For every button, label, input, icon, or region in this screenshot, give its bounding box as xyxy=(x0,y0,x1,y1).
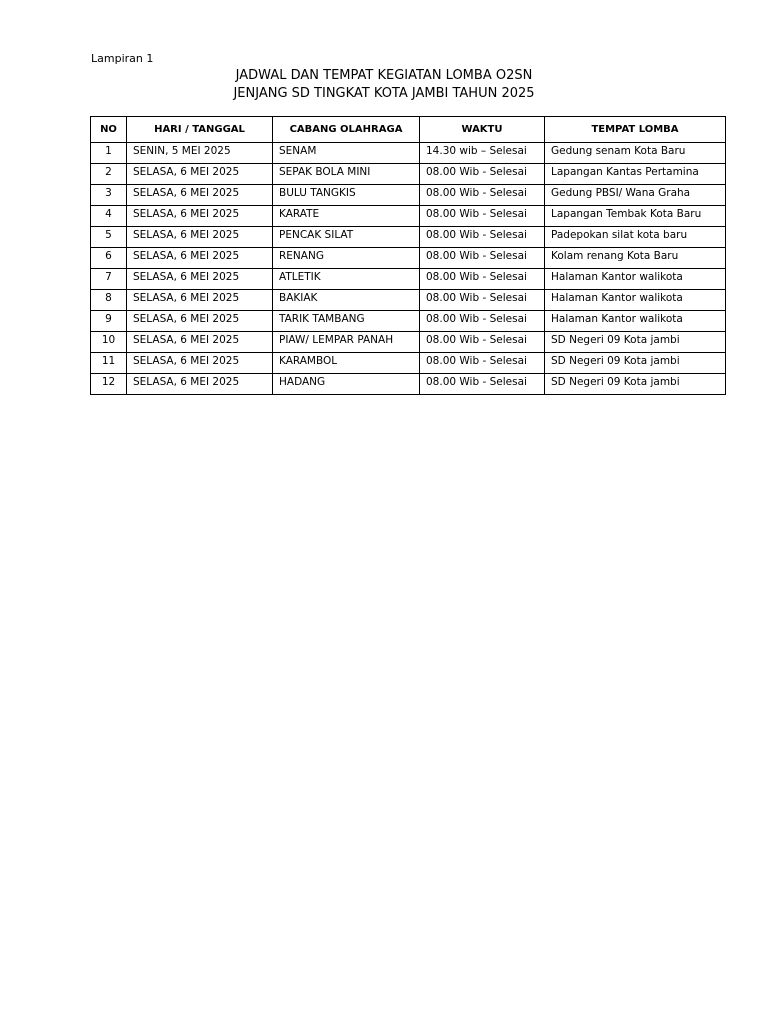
header-day-date: HARI / TANGGAL xyxy=(127,117,273,143)
document-title-line-1: JADWAL DAN TEMPAT KEGIATAN LOMBA O2SN xyxy=(235,68,533,83)
cell-time: 08.00 Wib - Selesai xyxy=(420,332,545,353)
cell-time: 08.00 Wib - Selesai xyxy=(420,164,545,185)
cell-time: 08.00 Wib - Selesai xyxy=(420,206,545,227)
cell-sport: HADANG xyxy=(273,374,420,395)
cell-day-date: SELASA, 6 MEI 2025 xyxy=(127,353,273,374)
cell-day-date: SELASA, 6 MEI 2025 xyxy=(127,290,273,311)
cell-venue: SD Negeri 09 Kota jambi xyxy=(545,332,726,353)
cell-day-date: SELASA, 6 MEI 2025 xyxy=(127,185,273,206)
cell-venue: SD Negeri 09 Kota jambi xyxy=(545,353,726,374)
cell-no: 5 xyxy=(91,227,127,248)
table-row xyxy=(91,206,726,227)
table-header-row xyxy=(91,117,726,143)
cell-time: 08.00 Wib - Selesai xyxy=(420,353,545,374)
cell-sport: RENANG xyxy=(273,248,420,269)
cell-venue: SD Negeri 09 Kota jambi xyxy=(545,374,726,395)
cell-sport: SEPAK BOLA MINI xyxy=(273,164,420,185)
cell-time: 08.00 Wib - Selesai xyxy=(420,311,545,332)
cell-no: 8 xyxy=(91,290,127,311)
cell-sport: SENAM xyxy=(273,143,420,164)
cell-sport: PENCAK SILAT xyxy=(273,227,420,248)
cell-no: 1 xyxy=(91,143,127,164)
cell-venue: Kolam renang Kota Baru xyxy=(545,248,726,269)
cell-time: 14.30 wib – Selesai xyxy=(420,143,545,164)
cell-sport: KARAMBOL xyxy=(273,353,420,374)
header-sport: CABANG OLAHRAGA xyxy=(273,117,420,143)
cell-no: 3 xyxy=(91,185,127,206)
header-no: NO xyxy=(91,117,127,143)
cell-time: 08.00 Wib - Selesai xyxy=(420,269,545,290)
cell-sport: KARATE xyxy=(273,206,420,227)
cell-venue: Gedung senam Kota Baru xyxy=(545,143,726,164)
table-row xyxy=(91,290,726,311)
cell-venue: Lapangan Tembak Kota Baru xyxy=(545,206,726,227)
cell-venue: Gedung PBSI/ Wana Graha xyxy=(545,185,726,206)
cell-day-date: SELASA, 6 MEI 2025 xyxy=(127,332,273,353)
cell-sport: TARIK TAMBANG xyxy=(273,311,420,332)
cell-no: 10 xyxy=(91,332,127,353)
cell-day-date: SELASA, 6 MEI 2025 xyxy=(127,248,273,269)
table-row xyxy=(91,374,726,395)
cell-time: 08.00 Wib - Selesai xyxy=(420,227,545,248)
cell-venue: Halaman Kantor walikota xyxy=(545,311,726,332)
cell-venue: Lapangan Kantas Pertamina xyxy=(545,164,726,185)
cell-sport: BULU TANGKIS xyxy=(273,185,420,206)
table-row xyxy=(91,269,726,290)
cell-no: 7 xyxy=(91,269,127,290)
cell-no: 9 xyxy=(91,311,127,332)
cell-time: 08.00 Wib - Selesai xyxy=(420,185,545,206)
table-row xyxy=(91,332,726,353)
schedule-table xyxy=(90,116,726,395)
table-row xyxy=(91,248,726,269)
cell-day-date: SELASA, 6 MEI 2025 xyxy=(127,374,273,395)
table-row xyxy=(91,227,726,248)
cell-no: 11 xyxy=(91,353,127,374)
table-row xyxy=(91,143,726,164)
cell-day-date: SENIN, 5 MEI 2025 xyxy=(127,143,273,164)
cell-day-date: SELASA, 6 MEI 2025 xyxy=(127,269,273,290)
cell-sport: BAKIAK xyxy=(273,290,420,311)
header-time: WAKTU xyxy=(420,117,545,143)
cell-no: 4 xyxy=(91,206,127,227)
table-row xyxy=(91,353,726,374)
cell-time: 08.00 Wib - Selesai xyxy=(420,374,545,395)
cell-time: 08.00 Wib - Selesai xyxy=(420,248,545,269)
cell-sport: PIAW/ LEMPAR PANAH xyxy=(273,332,420,353)
table-row xyxy=(91,185,726,206)
cell-time: 08.00 Wib - Selesai xyxy=(420,290,545,311)
cell-day-date: SELASA, 6 MEI 2025 xyxy=(127,206,273,227)
cell-venue: Halaman Kantor walikota xyxy=(545,290,726,311)
document-title-line-2: JENJANG SD TINGKAT KOTA JAMBI TAHUN 2025 xyxy=(233,86,535,101)
cell-day-date: SELASA, 6 MEI 2025 xyxy=(127,311,273,332)
cell-sport: ATLETIK xyxy=(273,269,420,290)
cell-no: 2 xyxy=(91,164,127,185)
cell-venue: Halaman Kantor walikota xyxy=(545,269,726,290)
cell-day-date: SELASA, 6 MEI 2025 xyxy=(127,227,273,248)
attachment-label: Lampiran 1 xyxy=(91,52,154,65)
cell-no: 12 xyxy=(91,374,127,395)
cell-venue: Padepokan silat kota baru xyxy=(545,227,726,248)
table-row xyxy=(91,311,726,332)
cell-no: 6 xyxy=(91,248,127,269)
cell-day-date: SELASA, 6 MEI 2025 xyxy=(127,164,273,185)
table-row xyxy=(91,164,726,185)
header-venue: TEMPAT LOMBA xyxy=(545,117,726,143)
